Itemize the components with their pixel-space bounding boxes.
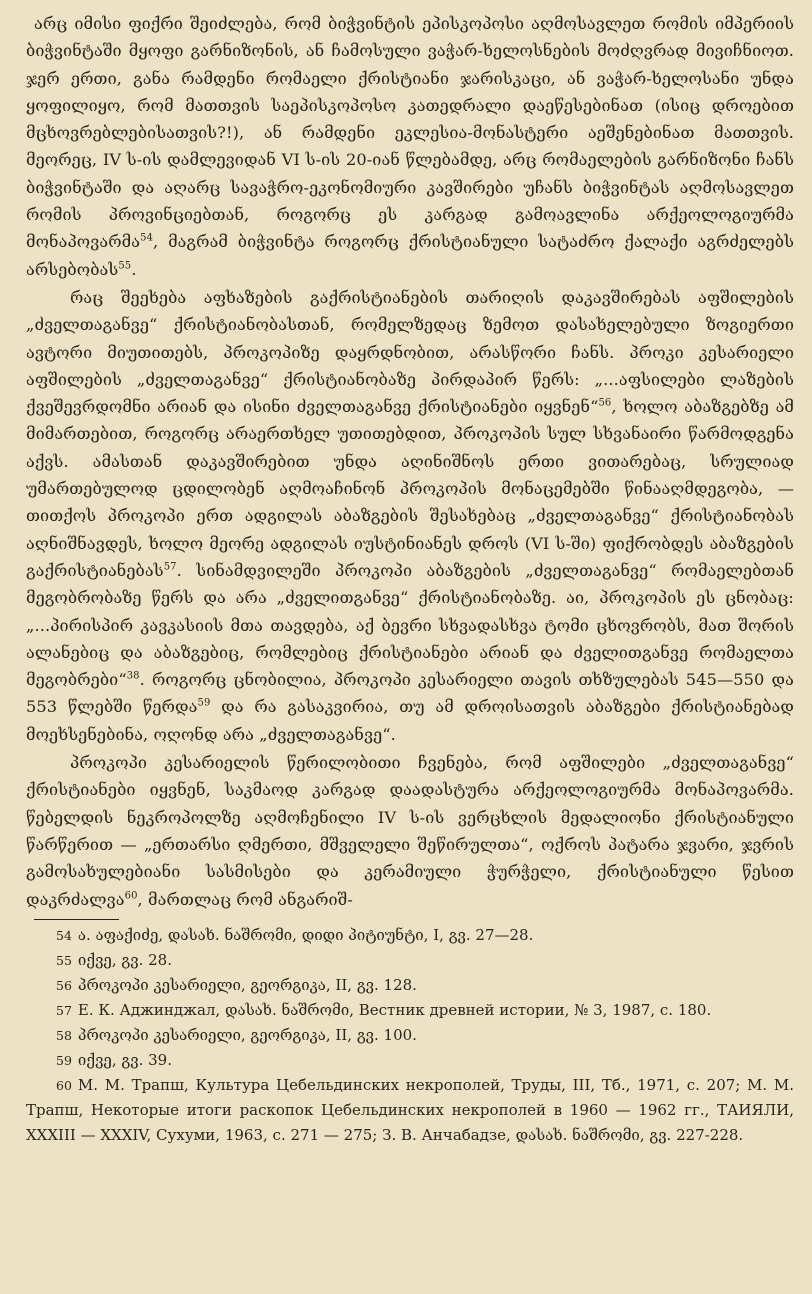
footnote-number: 57 [56,1002,72,1018]
footnote-number: 56 [56,977,72,993]
paragraph [26,749,794,913]
footnote-number: 54 [56,927,72,943]
text-run: . როგორც ცნობილია, პროკოპი კესარიელი თავის თხზულებას 545—550 და 553 წლებში წერდა [26,670,794,717]
footnote-ref: 60 [124,890,138,902]
text-run: , ხოლო აბაზგებზე ამ მიმართებით, როგორც არაერთხელ უთითებდით, პროკოპის სულ სხვანაირი წარმოდგენა აქვს. ამასთან დაკავშირებით უნდა აღინიშნოს ერთი ვითარებაც, სრულიად უმართებულოდ ცდილობენ აღმოაჩინონ პროკოპის მონაცემებში წინააღმდეგობა, — თითქოს პროკოპი ერთ ადგილას აბაზგების შესახებაც „ძველთაგანვე“ ქრისტიანობას აღნიშნავდეს, ხოლო მეორე ადგილას იუსტინიანეს დროს (VI ს-ში) ფიქრობდეს აბაზგების გაქრისტიანებას [26,397,795,580]
paragraph [26,10,794,283]
footnote-separator [34,919,119,920]
footnote-text: ა. აფაქიძე, დასახ. ნაშრომი, დიდი პიტიუნტი, I, გვ. 27—28. [77,925,534,944]
footnote [26,948,794,973]
footnote-text: Е. К. Аджинджал, დასახ. ნაშრომი, Вестник древней истории, № 3, 1987, с. 180. [77,1000,712,1019]
main-text [26,10,794,913]
text-run: , მართლაც რომ ანგარიშ- [137,889,353,909]
footnote-number: 60 [56,1077,72,1093]
footnote-ref: 57 [163,561,177,573]
footnote [26,1073,794,1148]
footnote-number: 55 [56,952,72,968]
text-run: და რა გასაკვირია, თუ ამ დროისათვის აბაზგები ქრისტიანებად მოეხსენებინა, ოღონდ არა „ძველთაგანვე“. [26,697,794,744]
footnote-ref: 54 [140,232,154,244]
footnote-number: 59 [56,1052,72,1068]
footnotes [26,923,794,1148]
paragraph [26,284,794,748]
footnote [26,973,794,998]
text-run: . სინამდვილეში პროკოპი აბაზგების „ძველთაგანვე“ რომაელებთან მეგობრობაზე წერს და არა „ძველითგანვე“ ქრისტიანობაზე. აი, პროკოპის ეს ცნობაც: „...პირისპირ კავკასიის მთა თავდება, აქ ბევრი სხვადასხვა ტომი ცხოვრობს, მათ შორის ალანებიც და აბაზგებიც, რომლებიც ქრისტიანები არიან და ძველითგანვე რომაელთა მეგობრები“ [26,560,794,690]
text-run: პროკოპი კესარიელის წერილობითი ჩვენება, რომ აფშილები „ძველთაგანვე“ ქრისტიანები იყვნენ, საკმაოდ კარგად დაადასტურა არქეოლოგიურმა მონაპოვარმა. წებელდის ნეკროპოლზე აღმოჩენილი IV ს-ის ვერცხლის მედალიონი ქრისტიანული წარწერით — „ერთარსი ღმერთი, მშველელი შეწირულთა“, ოქროს პატარა ჯვარი, ჯვრის გამოსახულებიანი სასმისები და კერამიული ჭურჭელი, ქრისტიანული წესით დაკრძალვა [26,753,794,909]
text-run: . [131,259,137,279]
footnote-text: М. М. Трапш, Культура Цебельдинских некрополей, Труды, III, Тб., 1971, с. 207; М. М. Трапш, Некоторые итоги раскопок Цебельдинских некрополей в 1960 — 1962 гг., ТАИЯЛИ, XXXIII — XXXIV, Сухуми, 1963, с. 271 — 275; З. В. Анчабадзе, დასახ. ნაშრომი, გვ. 227-228. [26,1075,794,1144]
footnote-text: პროკოპი კესარიელი, გეორგიკა, II, გვ. 128. [77,975,417,994]
footnote [26,998,794,1023]
footnote [26,1048,794,1073]
text-run: რაც შეეხება აფხაზების გაქრისტიანების თარიღის დაკავშირებას აფშილების „ძველთაგანვე“ ქრისტიანობასთან, რომელზედაც ზემოთ დასახელებული ზოგიერთი ავტორი მიუთითებს, პროკოპიზე დაყრდნობით, არასწორი ჩანს. პროკი კესარიელი აფშილების „ძველთაგანვე“ ქრისტიანობაზე პირდაპირ წერს: „...აფსილები ლაზების ქვეშევრდომნი არიან და ისინი ძველთაგანვე ქრისტიანები იყვნენ“ [26,287,794,417]
footnote-number: 58 [56,1027,72,1043]
footnote-ref: 59 [197,698,211,710]
footnote-ref: 56 [598,397,612,409]
text-run: , მაგრამ ბიჭვინტა როგორც ქრისტიანული სატაძრო ქალაქი აგრძელებს არსებობას [26,232,794,279]
footnote [26,923,794,948]
footnote-ref: 38 [126,670,140,682]
footnote-text: იქვე, გვ. 39. [77,1050,172,1069]
footnote-text: იქვე, გვ. 28. [77,950,172,969]
footnote [26,1023,794,1048]
footnote-ref: 55 [118,260,132,272]
text-run: არც იმისი ფიქრი შეიძლება, რომ ბიჭვინტის ეპისკოპოსი აღმოსავლეთ რომის იმპერიის ბიჭვინტაში მყოფი გარნიზონის, ან ჩამოსული ვაჭარ-ხელოსნების მოძღვრად მივიჩნიოთ. ჯერ ერთი, განა რამდენი რომაელი ქრისტიანი ჯარისკაცი, ან ვაჭარ-ხელოსანი უნდა ყოფილიყო, რომ მათთვის საეპისკოპოსო კათედრალი დაეწესებინათ (ისიც დროებით მცხოვრებლებისათვის?!), ან რამდენი ეკლესია-მონასტერი აეშენებინათ მათთვის. მეორეც, IV ს-ის დამლევიდან VI ს-ის 20-იან წლებამდე, არც რომაელების გარნიზონი ჩანს ბიჭვინტაში და აღარც სავაჭრო-ეკონომიური კავშირები უჩანს ბიჭვინტას აღმოსავლეთ რომის პროვინციებთან, როგორც ეს კარგად გამოავლინა არქეოლოგიურმა მონაპოვარმა [26,14,794,252]
footnote-text: პროკოპი კესარიელი, გეორგიკა, II, გვ. 100. [77,1025,417,1044]
